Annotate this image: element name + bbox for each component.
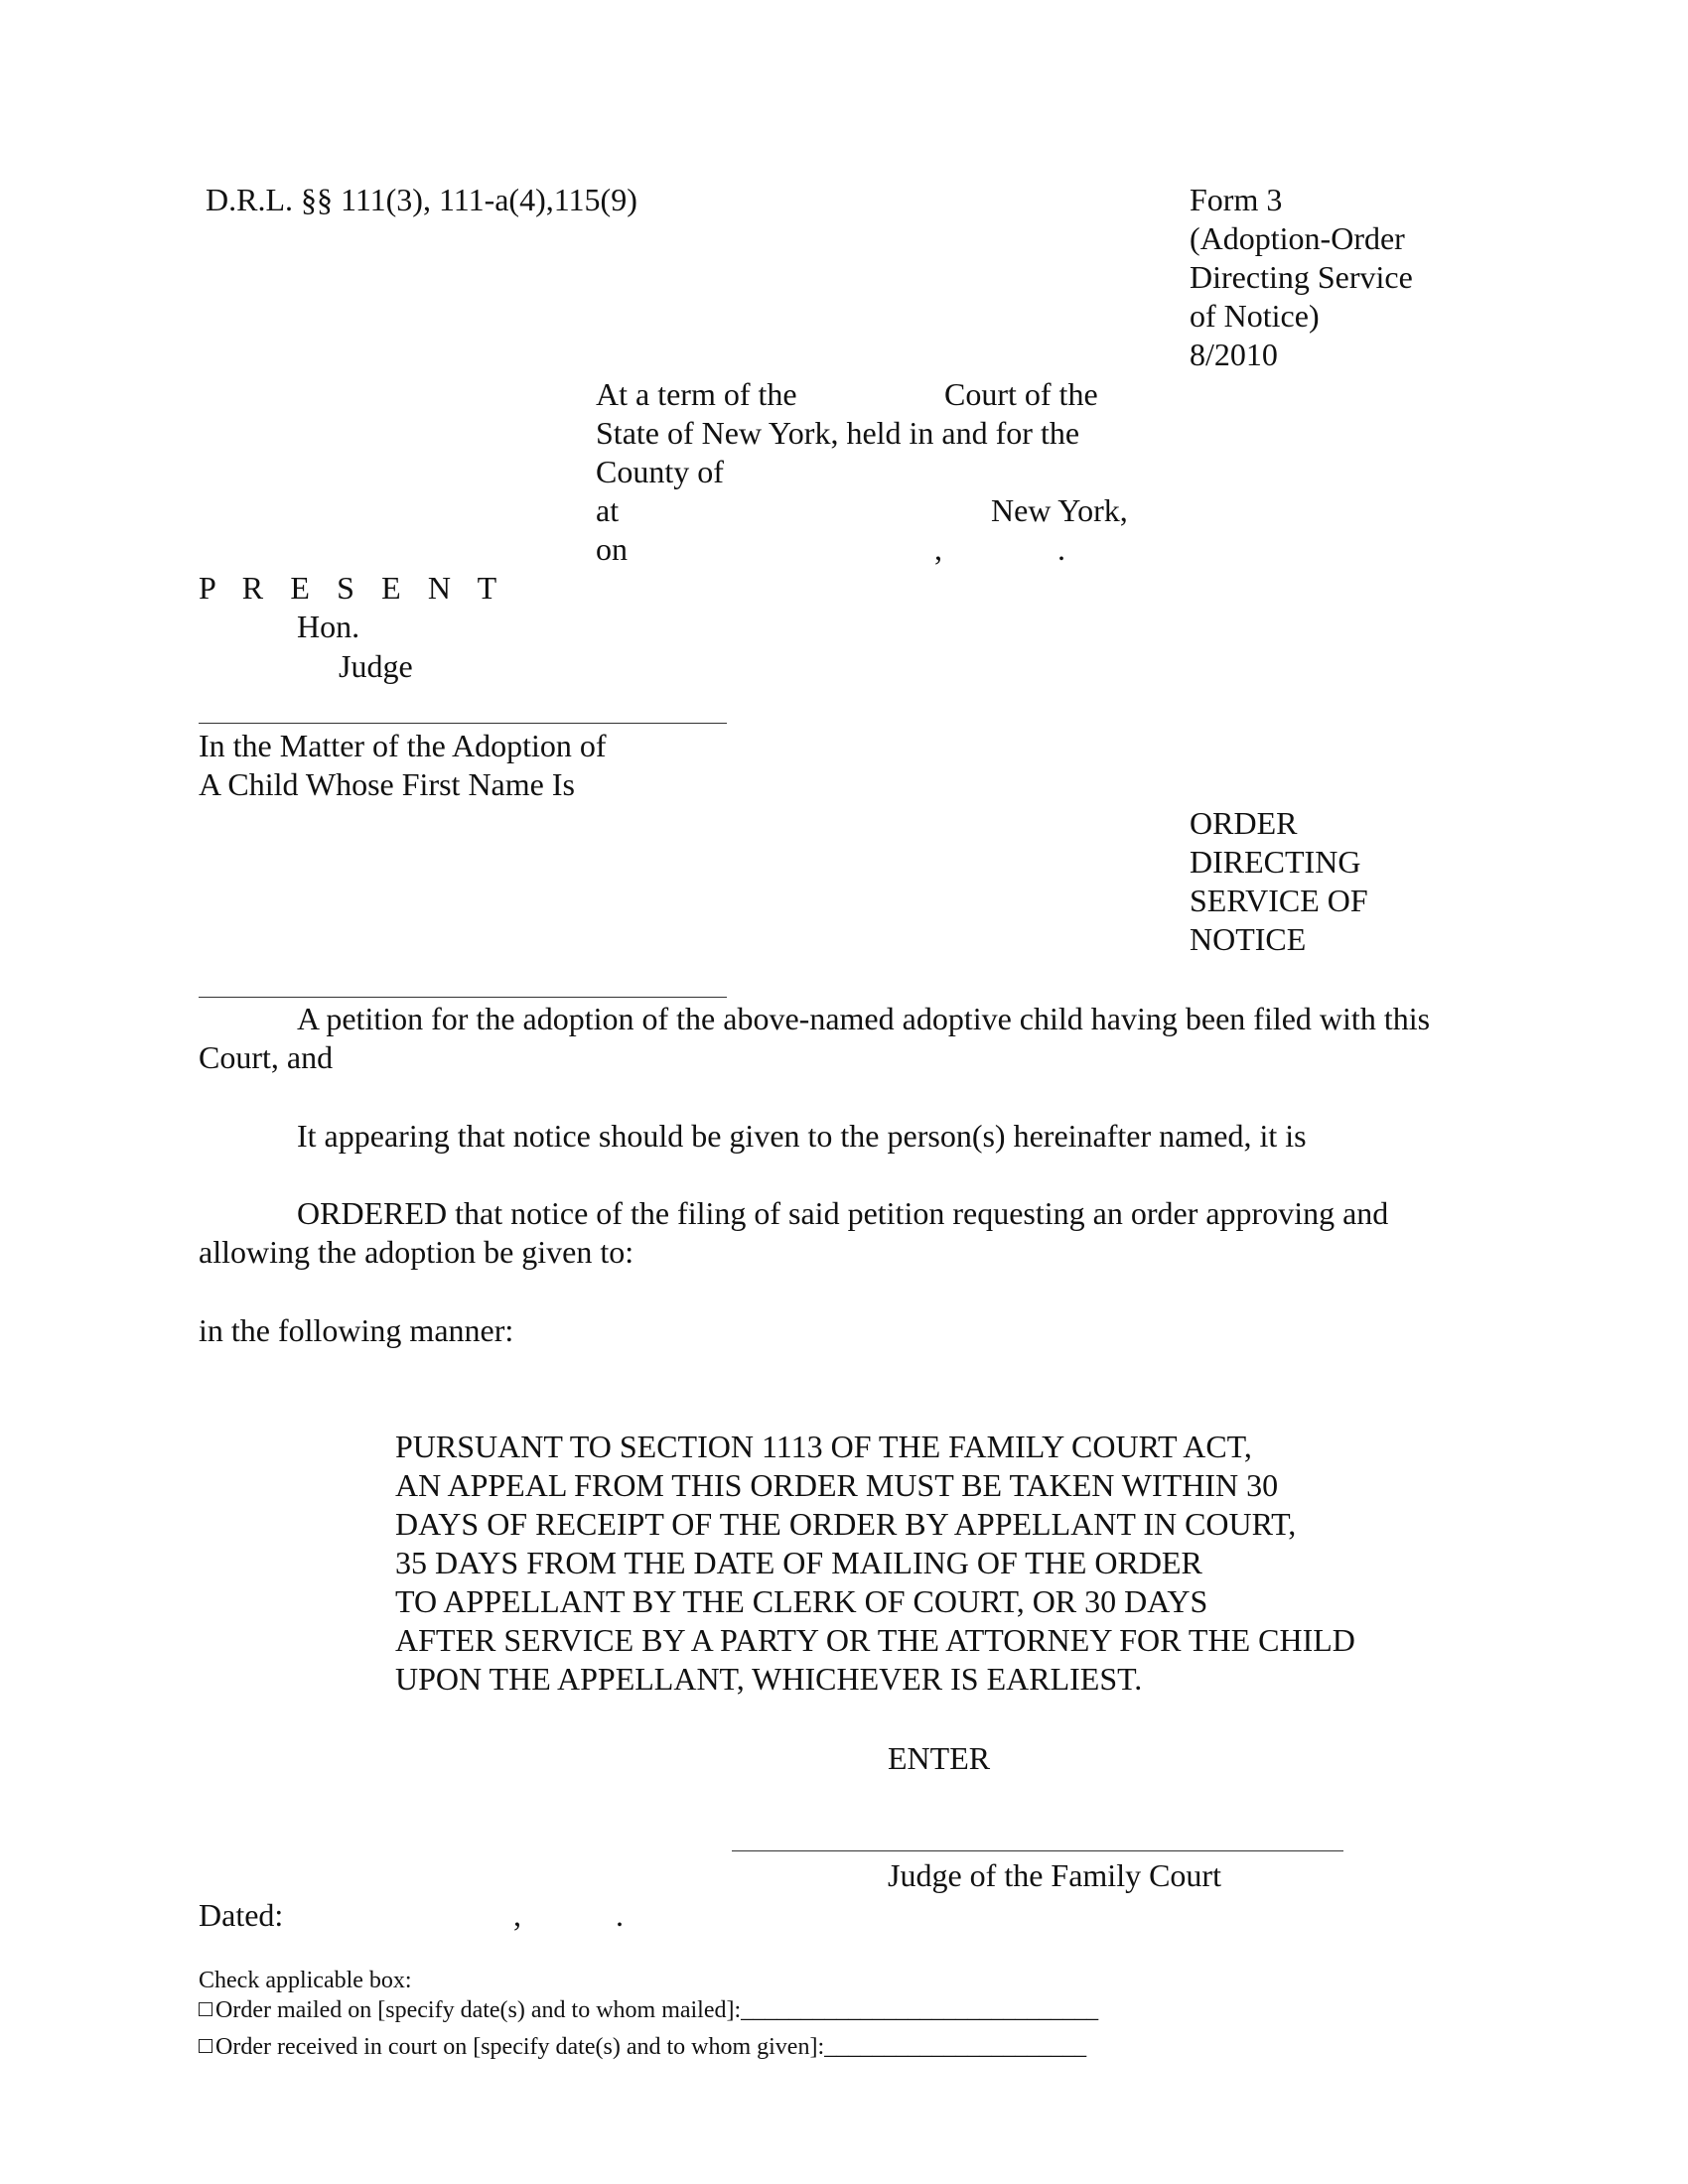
form-identifier [1190, 181, 1413, 374]
court-term-line5-a: on [596, 531, 628, 567]
ordered-paragraph-line2: allowing the adoption be given to: [199, 1234, 634, 1270]
appearing-paragraph: It appearing that notice should be given to the person(s) hereinafter named, it is [297, 1118, 1307, 1154]
ordered-paragraph-line1: ORDERED that notice of the filing of said petition requesting an order approving and [297, 1195, 1389, 1231]
form-line: of Notice) [1190, 298, 1320, 334]
court-term-line4-a: at [596, 492, 620, 528]
checkbox-row-received[interactable] [199, 2028, 1086, 2066]
hon-label: Hon. [297, 609, 360, 644]
checkbox-received-label: Order received in court on [specify date(s) and to whom given]:______________________ [215, 2034, 1087, 2060]
court-term-comma: , [934, 531, 942, 567]
checkbox-row-mailed[interactable] [199, 1991, 1098, 2029]
checkbox-mailed-label: Order mailed on [specify date(s) and to whom mailed]:______________________________ [215, 1997, 1099, 2023]
caption-top-rule [199, 723, 727, 724]
court-term-line1-b: Court of the [944, 376, 1098, 412]
form-line: Form 3 [1190, 182, 1283, 217]
appeal-notice-line: 35 DAYS FROM THE DATE OF MAILING OF THE ORDER [395, 1545, 1202, 1580]
present-label [199, 569, 506, 608]
judge-label: Judge [339, 648, 413, 684]
order-title-line: NOTICE [1190, 921, 1307, 957]
order-title-line: ORDER [1190, 805, 1298, 841]
form-line: (Adoption-Order [1190, 220, 1405, 256]
appeal-notice-line: PURSUANT TO SECTION 1113 OF THE FAMILY COURT ACT, [395, 1429, 1252, 1464]
order-title [1190, 804, 1368, 959]
manner-paragraph: in the following manner: [199, 1312, 514, 1348]
court-term-line4-b: New York, [991, 492, 1128, 528]
judge-of-family-court: Judge of the Family Court [888, 1857, 1221, 1893]
order-title-line: DIRECTING [1190, 844, 1361, 880]
signature-line [732, 1850, 1343, 1851]
court-term-line3: County of [596, 454, 724, 489]
court-term-line1-a: At a term of the [596, 376, 797, 412]
appeal-notice-line: AFTER SERVICE BY A PARTY OR THE ATTORNEY FOR THE CHILD [395, 1622, 1355, 1658]
dated-label: Dated: [199, 1897, 284, 1933]
appeal-notice-line: AN APPEAL FROM THIS ORDER MUST BE TAKEN WITHIN 30 [395, 1467, 1279, 1503]
order-title-line: SERVICE OF [1190, 883, 1368, 918]
checkbox-received[interactable] [199, 2039, 212, 2053]
appeal-notice-line: TO APPELLANT BY THE CLERK OF COURT, OR 30 DAYS [395, 1583, 1208, 1619]
checkbox-mailed[interactable] [199, 2002, 212, 2016]
appeal-notice-line: UPON THE APPELLANT, WHICHEVER IS EARLIEST. [395, 1661, 1143, 1697]
court-term-period: . [1057, 531, 1065, 567]
petition-paragraph-line2: Court, and [199, 1039, 334, 1075]
caption-bottom-rule [199, 997, 727, 998]
dated-period: . [616, 1897, 624, 1933]
appeal-notice-line: DAYS OF RECEIPT OF THE ORDER BY APPELLANT IN COURT, [395, 1506, 1297, 1542]
court-term-line2: State of New York, held in and for the [596, 415, 1080, 451]
appeal-notice [395, 1428, 1355, 1699]
statute-citation: D.R.L. §§ 111(3), 111-a(4),115(9) [206, 182, 637, 217]
present-text: P R E S E N T [199, 570, 506, 606]
petition-paragraph-line1: A petition for the adoption of the above-named adoptive child having been filed with this [297, 1001, 1431, 1036]
caption-line2: A Child Whose First Name Is [199, 766, 575, 802]
dated-comma: , [513, 1897, 521, 1933]
caption-line1: In the Matter of the Adoption of [199, 728, 607, 763]
form-line: Directing Service [1190, 259, 1413, 295]
enter-label: ENTER [888, 1740, 991, 1776]
form-line: 8/2010 [1190, 337, 1278, 372]
check-applicable-title: Check applicable box: [199, 1968, 412, 1993]
